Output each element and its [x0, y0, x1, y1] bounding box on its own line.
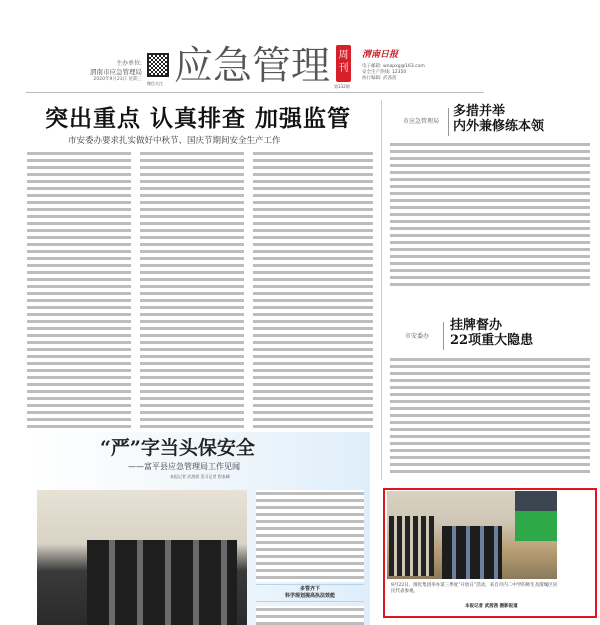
masthead-title: 应急管理	[174, 44, 331, 89]
label-divider	[448, 108, 449, 136]
lead-body-col3	[253, 150, 373, 428]
contact-info	[362, 64, 425, 82]
hotline: 安全生产热线: 12350	[362, 70, 407, 75]
photo-credit: 本报记者 武茜茜 摄影报道	[465, 604, 518, 609]
weekly-badge: 周刊	[336, 45, 351, 82]
feature-headline: “严”字当头保安全	[100, 437, 255, 459]
feature-photo	[37, 490, 247, 625]
editor: 执行编辑: 武茜茜	[362, 76, 397, 81]
column-divider	[381, 100, 382, 480]
headline-line: 22项重大隐患	[450, 333, 534, 348]
headline-line: 内外兼修练本领	[453, 119, 545, 134]
section-label: 市安委办	[405, 333, 430, 340]
feature-body-2	[256, 606, 364, 625]
control-room-photo	[387, 491, 557, 579]
photo-caption: 9月22日，渭化集团举办第三季度“开放日”活动，来自市内二中学的师生及渭城区居民代表参观。	[391, 583, 558, 594]
right-headline-1	[453, 104, 544, 134]
sponsor-block	[72, 60, 142, 83]
section-label: 市应急管理局	[403, 118, 440, 125]
feature-subheadline: ——富平县应急管理局工作见闻	[128, 462, 240, 471]
qr-code	[147, 53, 169, 77]
issue-number: 第132期	[334, 84, 350, 89]
subhead-line: 多管齐下	[299, 586, 320, 592]
headline-line: 挂牌督办	[450, 318, 503, 333]
feature-body	[256, 490, 364, 582]
right-body-2	[390, 356, 590, 476]
paper-logo: 渭南日报	[362, 50, 399, 60]
lead-body-col2	[140, 150, 244, 428]
subhead-line: 科学规划提高执法效能	[284, 593, 335, 599]
sponsor-label: 主办单位:	[115, 60, 142, 67]
headline-line: 多措并举	[453, 104, 506, 119]
lead-subheadline: 市安委办要求扎实做好中秋节、国庆节期间安全生产工作	[68, 136, 281, 146]
photo-news-box	[383, 488, 597, 618]
feature-subhead	[256, 584, 364, 602]
email: 电子邮箱: wnapxg@163.com	[362, 64, 425, 69]
lead-headline: 突出重点 认真排查 加强监管	[45, 106, 352, 132]
sponsor-name: 渭南市应急管理局	[90, 68, 142, 76]
right-body-1	[390, 141, 590, 289]
label-divider	[443, 322, 444, 350]
feature-byline: 本报记者 武茜茜 见习记者 程家峰	[170, 474, 230, 479]
lead-body-col1	[27, 150, 131, 428]
masthead-divider	[26, 92, 484, 93]
right-headline-2	[450, 318, 533, 348]
qr-caption: 微信关注	[147, 81, 163, 86]
issue-date: 2020年9月23日 星期三	[93, 77, 142, 82]
